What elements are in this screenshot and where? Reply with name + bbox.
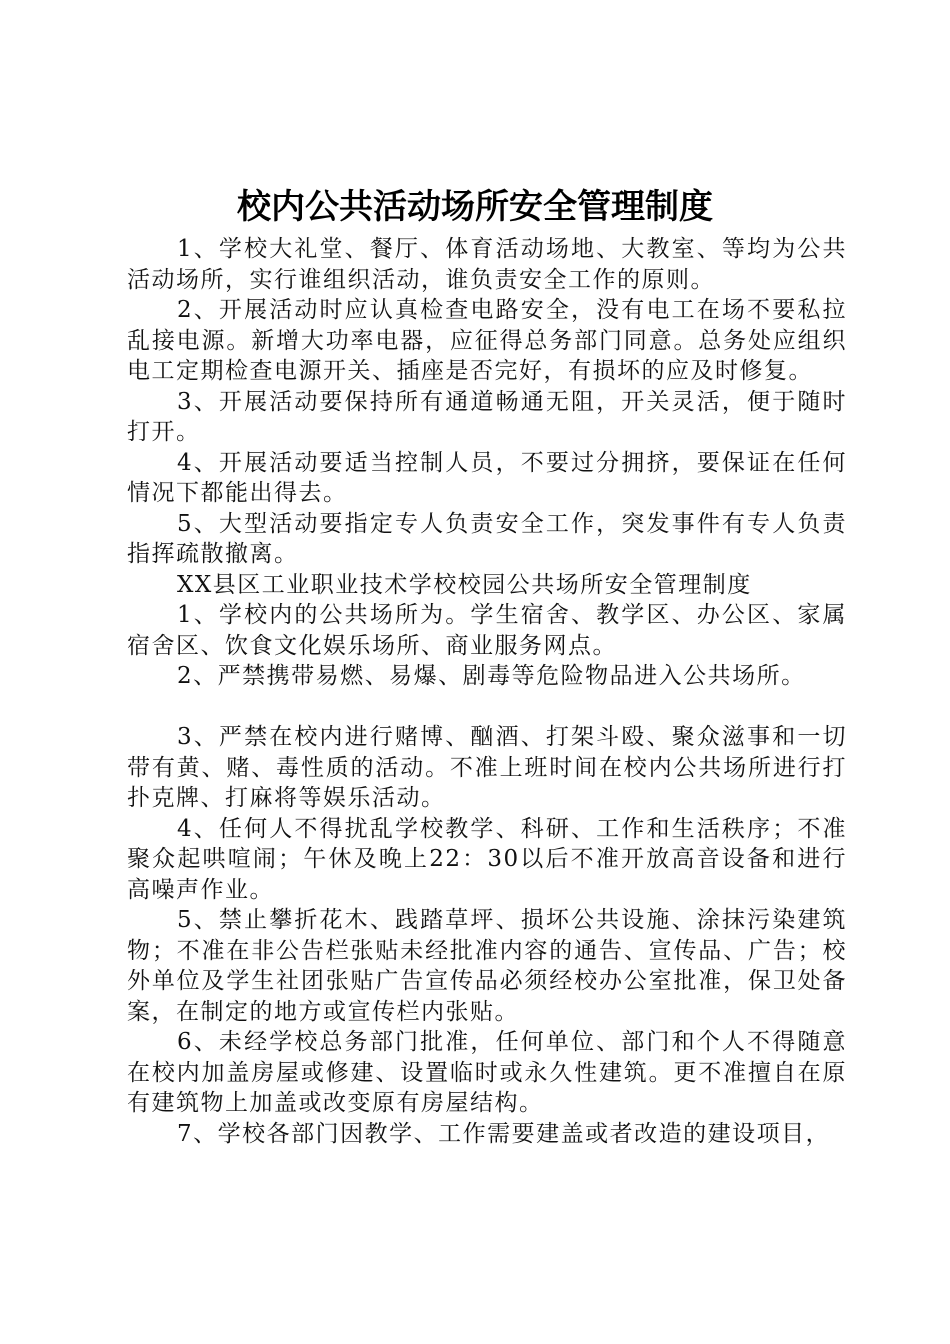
paragraph-11: 6、未经学校总务部门批准，任何单位、部门和个人不得随意在校内加盖房屋或修建、设置临时或永久性建筑。更不准擅自在原有建筑物上加盖或改变原有房屋结构。 [127, 1029, 847, 1116]
paragraph-6: 1、学校内的公共场所为。学生宿舍、教学区、办公区、家属宿舍区、饮食文化娱乐场所、商业服务网点。 [127, 602, 847, 659]
paragraph-12: 7、学校各部门因教学、工作需要建盖或者改造的建设项目， [177, 1120, 831, 1147]
paragraph-4: 4、开展活动要适当控制人员，不要过分拥挤，要保证在任何情况下都能出得去。 [127, 449, 847, 506]
document-body [127, 234, 847, 1149]
paragraph-2: 2、开展活动时应认真检查电路安全，没有电工在场不要私拉乱接电源。新增大功率电器，应征得总务部门同意。总务处应组织电工定期检查电源开关、插座是否完好，有损坏的应及时修复。 [127, 297, 847, 384]
paragraph-9: 4、任何人不得扰乱学校教学、科研、工作和生活秩序；不准聚众起哄喧闹；午休及晚上22：30以后不准开放高音设备和进行高噪声作业。 [127, 815, 847, 903]
paragraph-10: 5、禁止攀折花木、践踏草坪、损坏公共设施、涂抹污染建筑物；不准在非公告栏张贴未经批准内容的通告、宣传品、广告；校外单位及学生社团张贴广告宣传品必须经校办公室批准，保卫处备案，在制定的地方或宣传栏内张贴。 [127, 907, 847, 1025]
paragraph-7: 2、严禁携带易燃、易爆、剧毒等危险物品进入公共场所。 [177, 663, 806, 689]
paragraph-1: 1、学校大礼堂、餐厅、体育活动场地、大教室、等均为公共活动场所，实行谁组织活动，谁负责安全工作的原则。 [127, 236, 847, 293]
paragraph-8: 3、严禁在校内进行赌博、酗酒、打架斗殴、聚众滋事和一切带有黄、赌、毒性质的活动。不准上班时间在校内公共场所进行打扑克牌、打麻将等娱乐活动。 [127, 724, 847, 811]
blank-line [127, 692, 847, 723]
paragraph-3: 3、开展活动要保持所有通道畅通无阻，开关灵活，便于随时打开。 [127, 388, 847, 445]
section-heading: XX县区工业职业技术学校校园公共场所安全管理制度 [177, 571, 752, 598]
paragraph-5: 5、大型活动要指定专人负责安全工作，突发事件有专人负责指挥疏散撤离。 [127, 510, 847, 567]
document-title: 校内公共活动场所安全管理制度 [237, 187, 713, 227]
